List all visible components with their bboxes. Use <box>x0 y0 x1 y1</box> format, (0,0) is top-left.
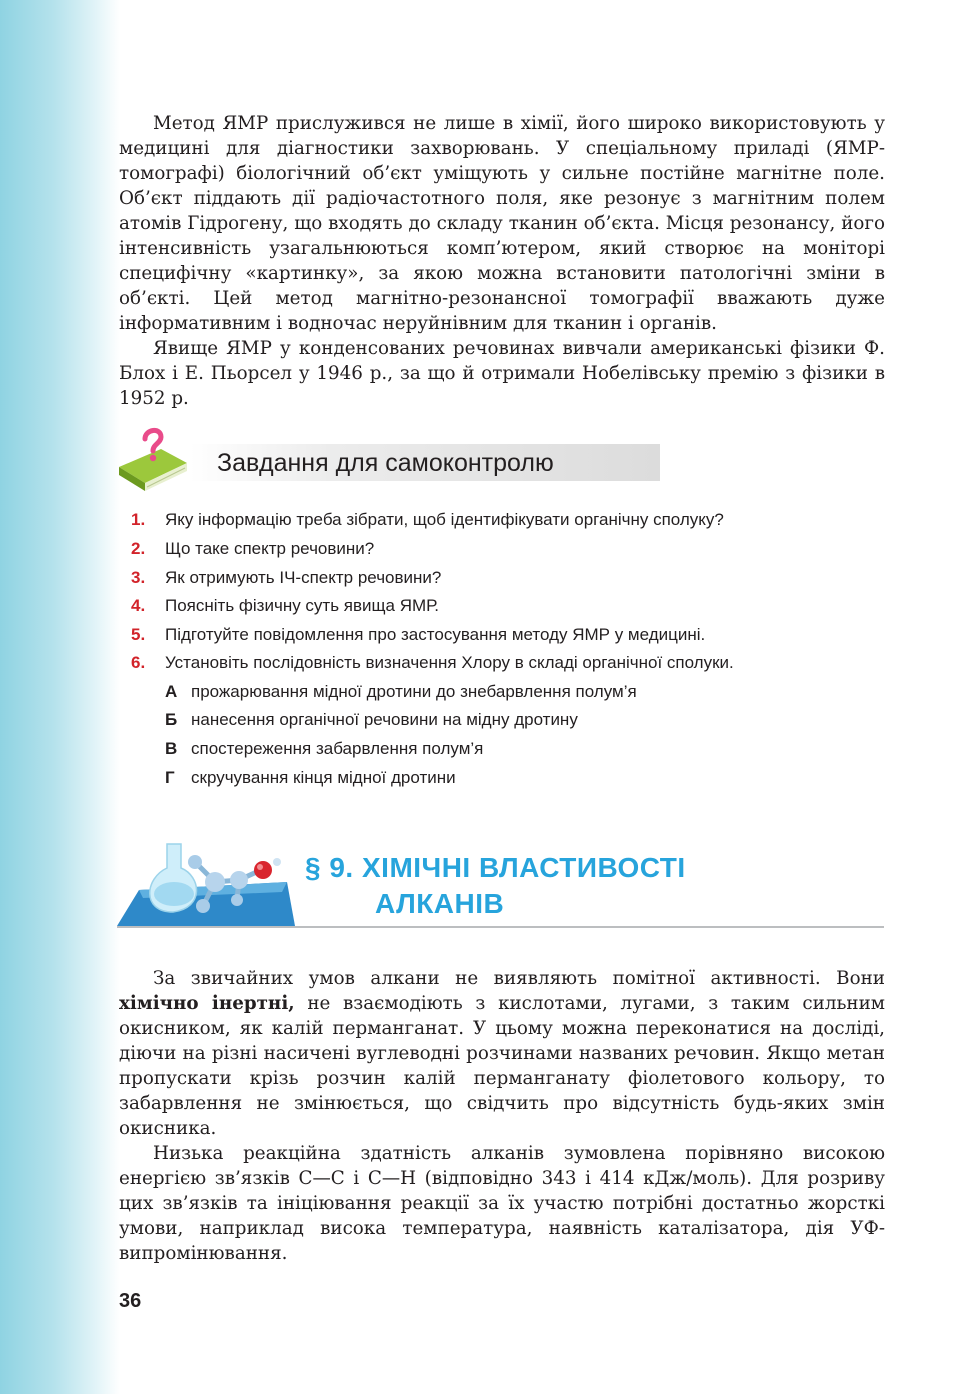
option-text: скручування кінця мідної дротини <box>191 768 456 787</box>
paragraph-nmr-medicine: Метод ЯМР прислужився не лише в хімії, його широко використовують у медицині для діагностики захворювань. У спеціальному приладі (ЯМР-томографі) біологічний об’єкт уміщують у сильне постійне магнітне поле. Об’єкт піддають дії радіочастотного поля, яке резонує з магнітним полем атомів Гідрогену, що входять до складу тканин об’єкта. Місця резонансу, його інтенсивність узагальнюються комп’ютером, який створює на моніторі специфічну «картинку», за якою можна встановити патологічні зміни в об’єкті. Цей метод магнітно-резонансної томографії вважають дуже інформативним і водночас неруйнівним для тканин і органів. <box>119 113 885 334</box>
term-chemically-inert: хімічно інертні, <box>119 993 295 1014</box>
section-heading <box>117 838 887 933</box>
option-letter: В <box>165 739 178 758</box>
question-number: 2. <box>131 539 146 558</box>
question-number: 3. <box>131 568 146 587</box>
question-text: Яку інформацію треба зібрати, щоб ідентифікувати органічну сполуку? <box>165 510 724 529</box>
option-text: прожарювання мідної дротини до знебарвлення полум’я <box>191 682 637 701</box>
paragraph-bond-energy: Низька реакційна здатність алканів зумовлена порівняно високою енергією зв’язків С—С і С—Н (відповідно 343 і 414 кДж/моль). Для розриву цих зв’язків та ініціювання реакції за їх участю потрібні достатньо жорсткі умови, наприклад висока температура, наявність каталізатора, дія УФ-випромінювання. <box>119 1143 885 1264</box>
paragraph-nmr-history: Явище ЯМР у конденсованих речовинах вивчали американські фізики Ф. Блох і Е. Пьорсел у 1946 р., за що й отримали Нобелівську премію з фізики в 1952 р. <box>119 338 885 409</box>
question-text: Установіть послідовність визначення Хлору в складі органічної сполуки. <box>165 653 734 672</box>
book-question-icon <box>117 425 207 495</box>
banner-title: Завдання для самоконтролю <box>217 449 554 477</box>
option-text: нанесення органічної речовини на мідну дротину <box>191 710 578 729</box>
question-text: Поясніть фізичну суть явища ЯМР. <box>165 596 439 615</box>
page-margin-strip <box>0 0 120 1394</box>
question-number: 4. <box>131 596 146 615</box>
paragraph-alkanes-inert: За звичайних умов алкани не виявляють помітної активності. Вони хімічно інертні, не взаємодіють з кислотами, лугами, з таким сильним окисником, як калій перманганат. У цьому можна переконатися на досліді, діючи на різні насичені вуглеводні розчинами названих речовин. Якщо метан пропускати крізь розчин калій перманганату фіолетового кольору, то забарвлення не змінюється, що свідчить про відсутність будь-яких змін окисника. <box>119 968 885 1139</box>
section-title-line1: § 9. ХІМІЧНІ ВЛАСТИВОСТІ <box>305 852 686 883</box>
section-divider <box>117 926 884 928</box>
question-number: 1. <box>131 510 146 529</box>
question-text: Підготуйте повідомлення про застосування методу ЯМР у медицині. <box>165 625 706 644</box>
section-title-line2: АЛКАНІВ <box>375 888 505 919</box>
page-number: 36 <box>119 1290 142 1312</box>
self-check-banner <box>117 425 662 495</box>
option-letter: Г <box>165 768 175 787</box>
question-text: Як отримують ІЧ-спектр речовини? <box>165 568 442 587</box>
option-letter: А <box>165 682 178 701</box>
question-number: 6. <box>131 653 146 672</box>
question-text: Що таке спектр речовини? <box>165 539 375 558</box>
option-text: спостереження забарвлення полум’я <box>191 739 484 758</box>
option-letter: Б <box>165 710 178 729</box>
question-number: 5. <box>131 625 146 644</box>
